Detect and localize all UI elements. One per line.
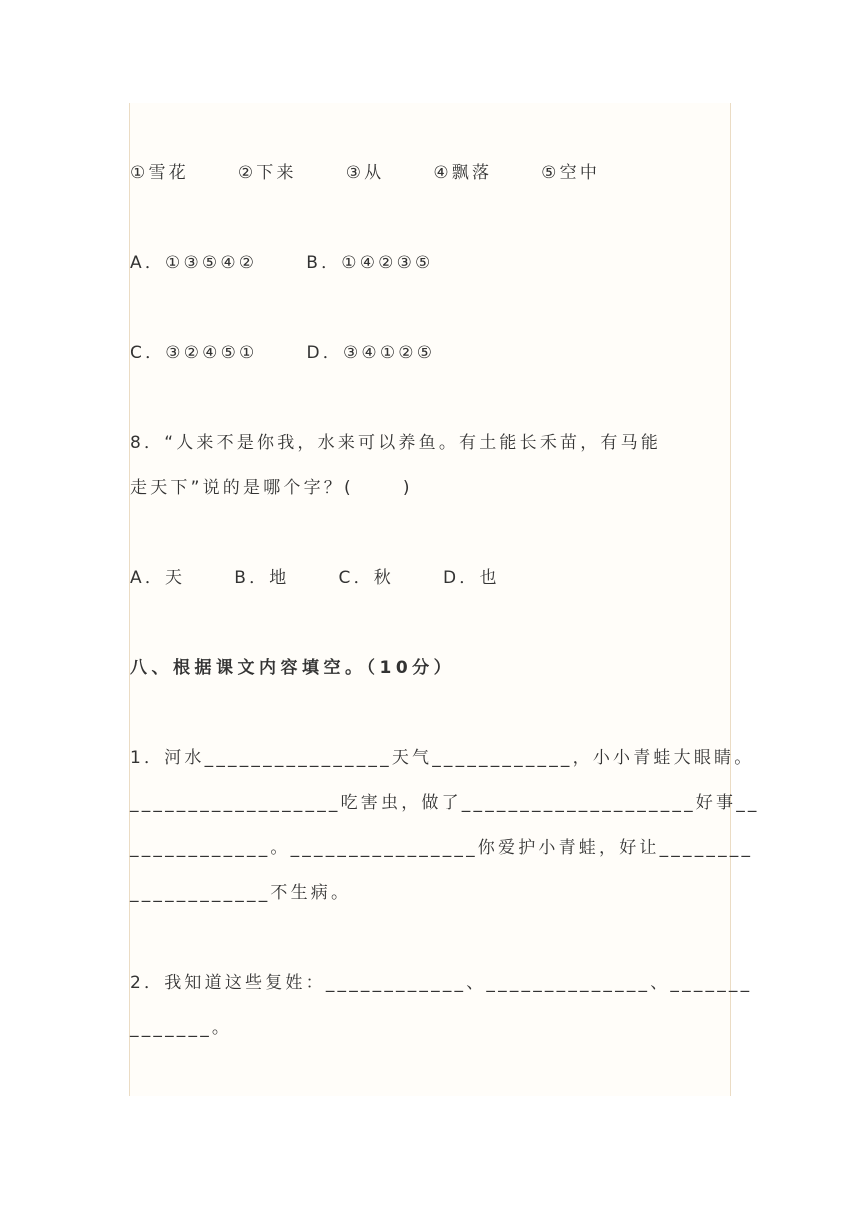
q8-question-line-1: 8．“人来不是你我，水来可以养鱼。有土能长禾苗，有马能 bbox=[130, 433, 662, 453]
fill-q1-line-2: __________________吃害虫，做了____________________好事__ bbox=[130, 793, 760, 813]
q8-options: A．天 B．地 C．秋 D．也 bbox=[130, 568, 500, 588]
q7-options-ab: A．①③⑤④② B．①④②③⑤ bbox=[130, 253, 434, 273]
q7-options-cd: C．③②④⑤① D．③④①②⑤ bbox=[130, 343, 436, 363]
q7-items: ①雪花 ②下来 ③从 ④飘落 ⑤空中 bbox=[130, 163, 601, 183]
fill-q2-line-2: _______。 bbox=[130, 1018, 233, 1038]
fill-q2-line-1: 2．我知道这些复姓：____________、______________、_______ bbox=[130, 973, 753, 993]
fill-q1-line-3: ____________。________________你爱护小青蛙，好让________ bbox=[130, 838, 754, 858]
fill-q1-line-4: ____________不生病。 bbox=[130, 883, 352, 903]
section-8-title: 八、根据课文内容填空。（10分） bbox=[130, 658, 456, 678]
q8-question-line-2: 走天下”说的是哪个字？( ) bbox=[130, 478, 413, 498]
fill-q1-line-1: 1．河水________________天气____________，小小青蛙大眼睛。 bbox=[130, 748, 755, 768]
document-page bbox=[129, 103, 731, 1096]
